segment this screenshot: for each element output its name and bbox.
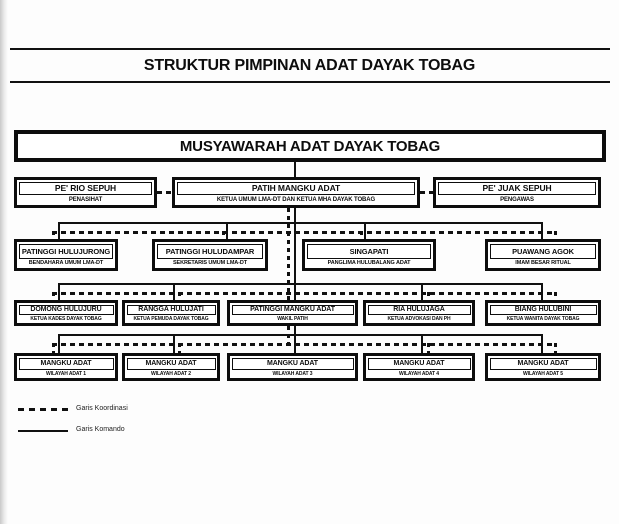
- org-box-subtitle: PENASIHAT: [68, 197, 103, 203]
- command-line-root-patih: [294, 162, 296, 177]
- org-box-subtitle: KETUA KADES DAYAK TOBAG: [30, 315, 102, 322]
- org-box-singapati: [302, 239, 436, 271]
- org-box-title: DOMONG HULUJURU: [19, 305, 114, 315]
- legend-dashed-line: [18, 408, 68, 411]
- legend-solid-line: [18, 430, 68, 432]
- org-box-mangku-adat-4: [363, 353, 475, 381]
- org-box-subtitle: PENGAWAS: [500, 197, 534, 203]
- command-bus-row4: [58, 283, 543, 285]
- org-box-subtitle: WAKIL PATIH: [277, 315, 308, 322]
- title-rule-top: [10, 48, 610, 50]
- org-box-subtitle: WILAYAH ADAT 4: [399, 370, 439, 377]
- org-box-subtitle: KETUA PEMUDA DAYAK TOBAG: [133, 315, 209, 322]
- org-box-subtitle: KETUA WANITA DAYAK TOBAG: [506, 315, 580, 322]
- command-bus-row5: [58, 334, 543, 336]
- org-box-title: BIANG HULUBINI: [490, 305, 597, 315]
- org-box-patih-mangku-adat: [172, 177, 420, 208]
- org-box-title: MANGKU ADAT: [490, 358, 597, 370]
- org-box-title: PATINGGI HULUDAMPAR: [157, 244, 263, 259]
- org-box-mangku-adat-3: [227, 353, 358, 381]
- org-box-ria-hulujaga: [363, 300, 475, 326]
- org-box-subtitle: IMAM BESAR RITUAL: [515, 259, 571, 266]
- org-box-title: MANGKU ADAT: [127, 358, 216, 370]
- org-box-subtitle: WILAYAH ADAT 1: [46, 370, 86, 377]
- coordination-bus-row3: [52, 231, 557, 234]
- org-box-mangku-adat-2: [122, 353, 220, 381]
- org-box-patinggi-hulujurong: [14, 239, 118, 271]
- coordination-line-rio-patih: [157, 191, 172, 194]
- org-box-subtitle: KETUA ADVOKASI DAN PH: [387, 315, 451, 322]
- org-box-domong-hulujuru: [14, 300, 118, 326]
- org-box-subtitle: SEKRETARIS UMUM LMA-DT: [172, 259, 248, 266]
- command-line-central-lower: [294, 326, 296, 353]
- org-box-rangga-hulujati: [122, 300, 220, 326]
- org-box-title: SINGAPATI: [307, 244, 431, 259]
- page-title: STRUKTUR PIMPINAN ADAT DAYAK TOBAG: [143, 57, 476, 74]
- org-box-patinggi-huludampar: [152, 239, 268, 271]
- org-box-biang-hulubini: [485, 300, 601, 326]
- org-box-title: PE' JUAK SEPUH: [438, 182, 596, 195]
- org-box-title: PATINGGI HULUJURONG: [19, 244, 113, 259]
- org-box-title: RIA HULUJAGA: [368, 305, 471, 315]
- org-box-pe-rio-sepuh: [14, 177, 157, 208]
- org-box-subtitle: WILAYAH ADAT 2: [151, 370, 191, 377]
- coordination-line-central-lower: [287, 326, 290, 344]
- org-box-subtitle: PANGLIMA HULUBALANG ADAT: [327, 259, 411, 266]
- org-box-subtitle: WILAYAH ADAT 3: [272, 370, 313, 377]
- legend-command-label: Garis Komando: [76, 426, 125, 433]
- coordination-line-patih-juak: [420, 191, 433, 194]
- org-box-title: PUAWANG AGOK: [490, 244, 596, 259]
- org-box-subtitle: BENDAHARA UMUM LMA-DT: [28, 259, 104, 266]
- org-box-pe-juak-sepuh: [433, 177, 601, 208]
- org-box-title: MUSYAWARAH ADAT DAYAK TOBAG: [179, 137, 441, 155]
- org-box-title: MANGKU ADAT: [368, 358, 471, 370]
- org-box-subtitle: KETUA UMUM LMA-DT DAN KETUA MHA DAYAK TOBAG: [216, 197, 376, 203]
- org-box-puawang-agok: [485, 239, 601, 271]
- org-box-patinggi-mangku-adat: [227, 300, 358, 326]
- coordination-bus-row4: [52, 292, 557, 295]
- org-box-mangku-adat-5: [485, 353, 601, 381]
- org-box-title: MANGKU ADAT: [19, 358, 114, 370]
- coordination-line-central-upper: [287, 208, 290, 300]
- org-box-musyawarah: [14, 130, 606, 162]
- org-box-mangku-adat-1: [14, 353, 118, 381]
- org-box-title: MANGKU ADAT: [232, 358, 354, 370]
- org-box-title: PATINGGI MANGKU ADAT: [232, 305, 354, 315]
- command-bus-row3: [58, 222, 543, 224]
- org-box-title: PE' RIO SEPUH: [19, 182, 152, 195]
- title-rule-bottom: [10, 81, 610, 83]
- legend-coordination-label: Garis Koordinasi: [76, 405, 128, 412]
- org-box-subtitle: WILAYAH ADAT 5: [523, 370, 563, 377]
- org-box-title: PATIH MANGKU ADAT: [177, 182, 415, 195]
- org-box-title: RANGGA HULUJATI: [127, 305, 216, 315]
- coordination-bus-row5: [52, 343, 557, 346]
